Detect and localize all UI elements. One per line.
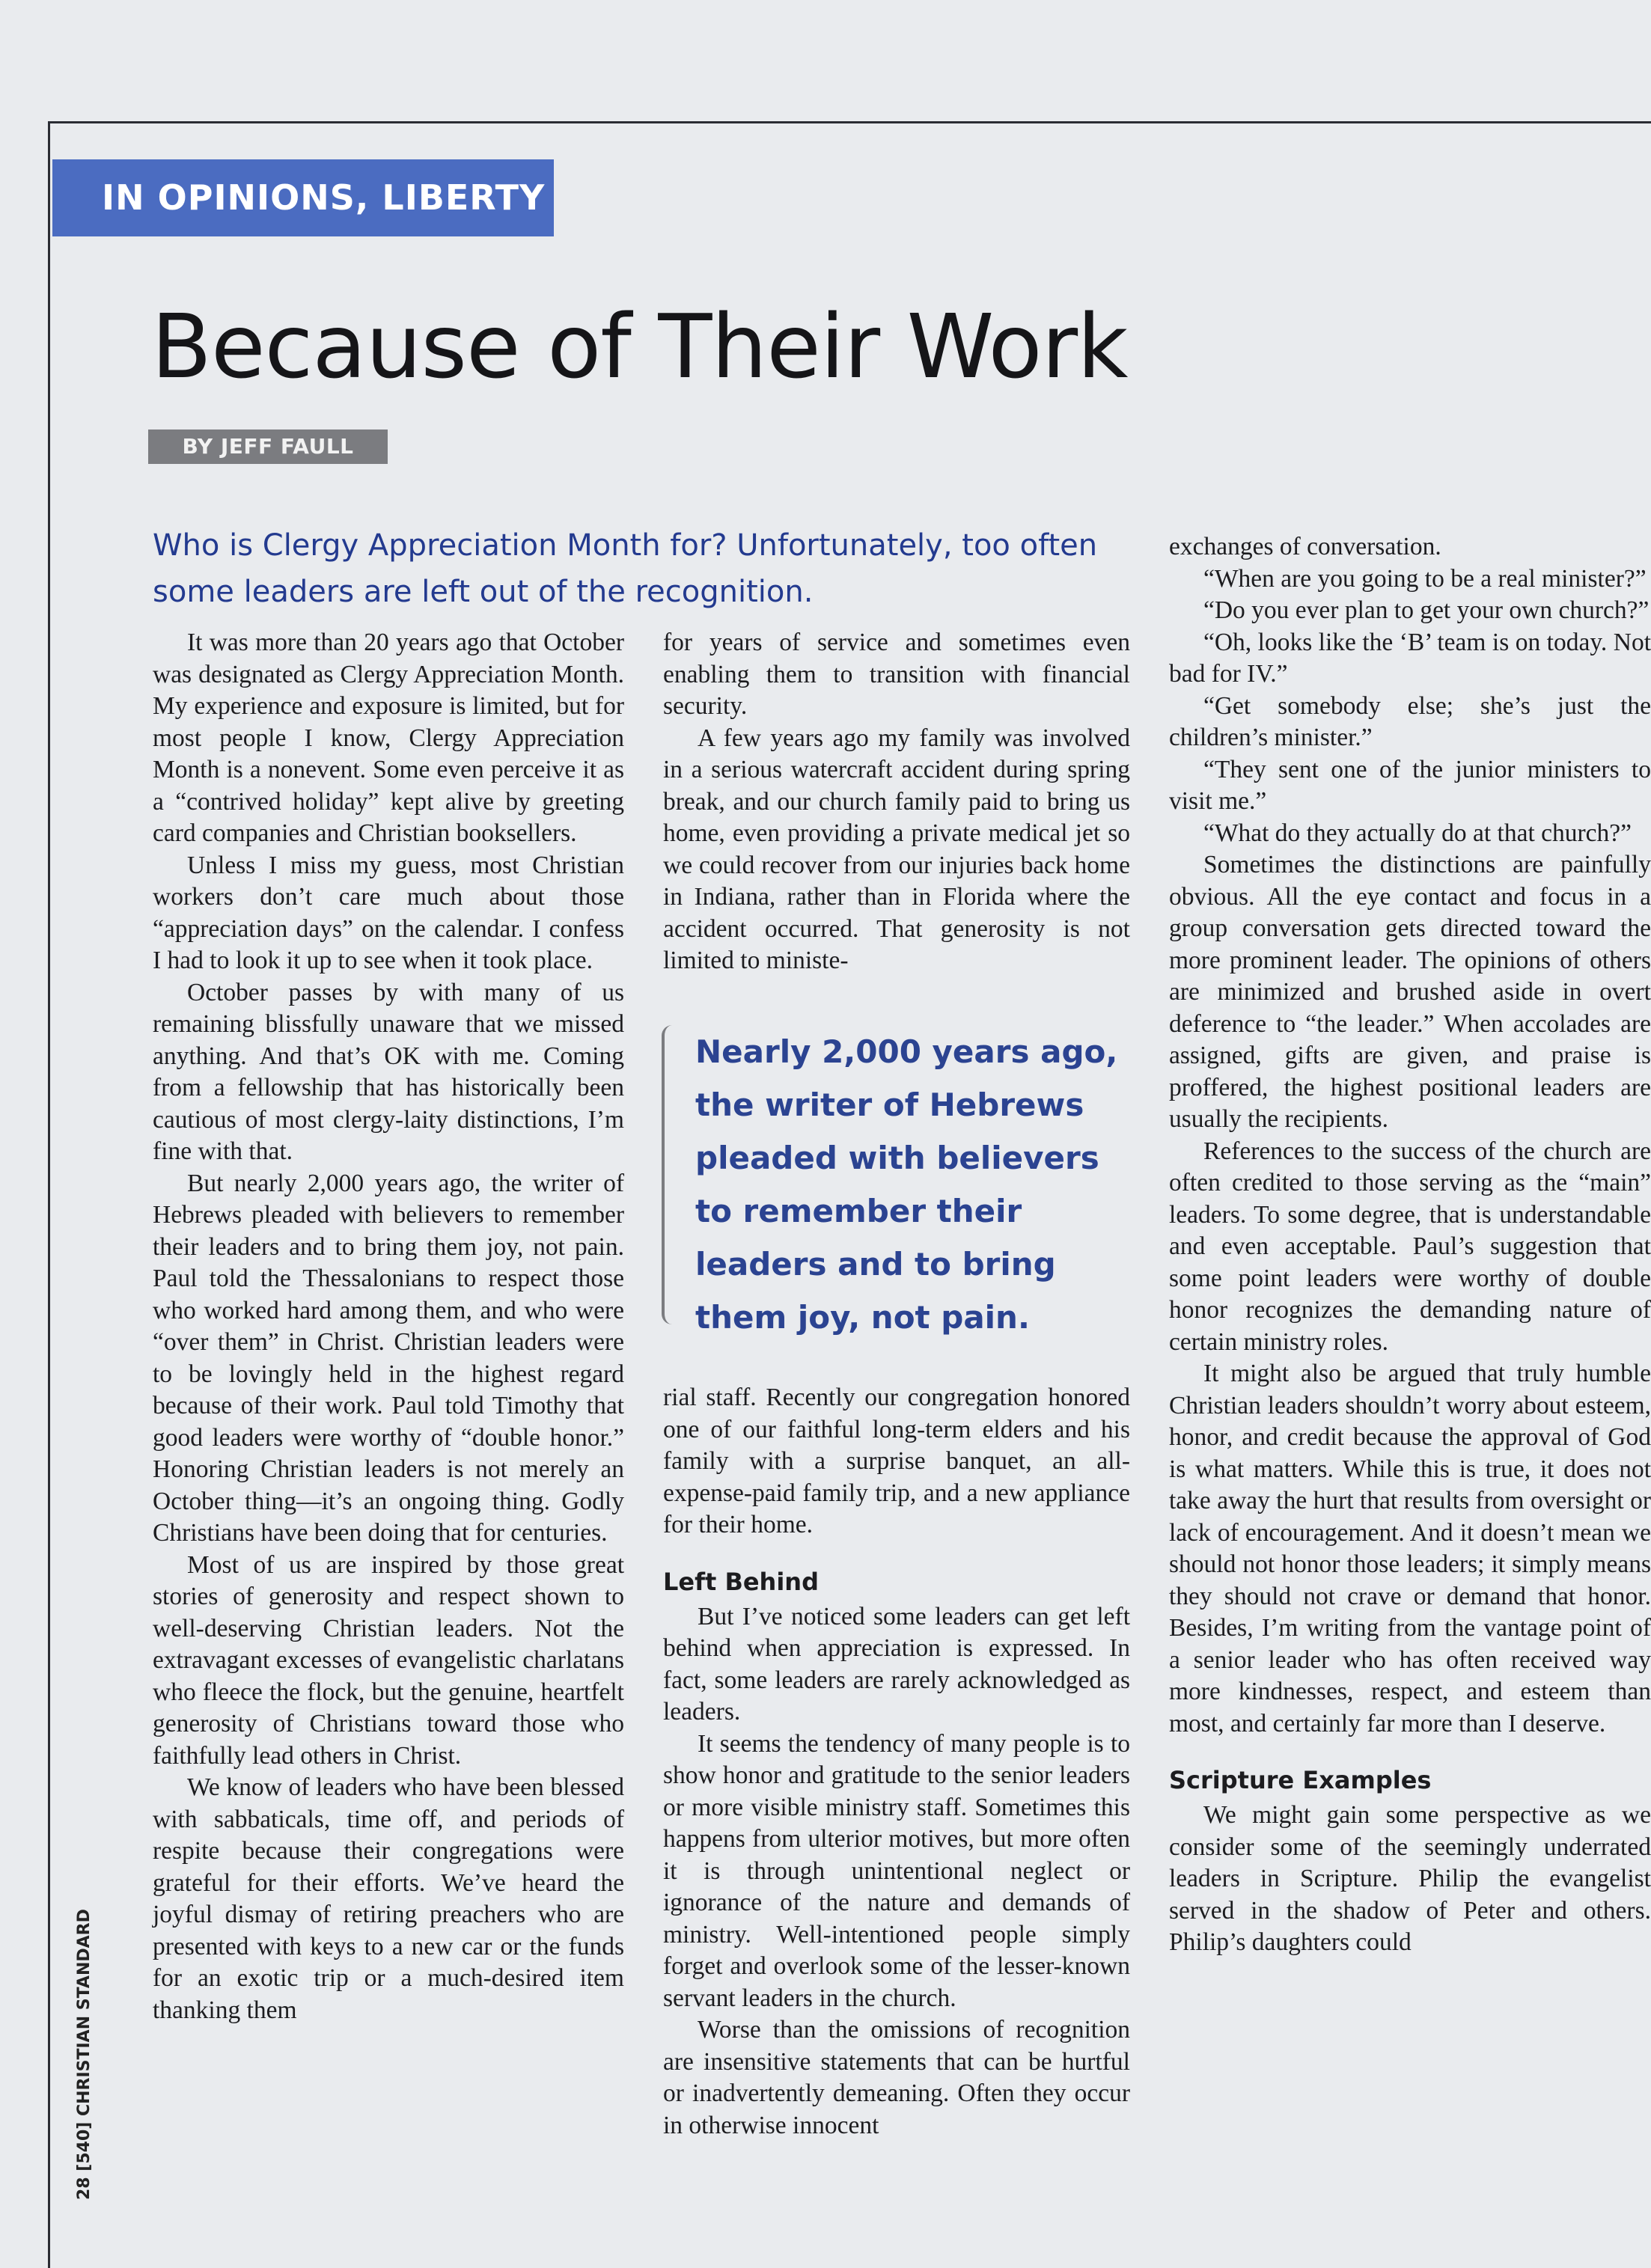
byline: BY JEFF FAULL xyxy=(148,430,388,464)
paragraph: It seems the tendency of many people is to show honor and gratitude to the senior leaders or more visible ministry staff. Sometimes this happens from ulterior motives, but more often it is through unintentional neglect or ignorance of the nature and demands of ministry. Well-intentioned people simply forget and overlook some of the lesser-known servant leaders in the church. xyxy=(663,1729,1130,2012)
quote-line: “When are you going to be a real minister?” xyxy=(1203,564,1647,593)
paragraph: We know of leaders who have been blessed with sabbaticals, time off, and periods of respite because their congregations were grateful for their efforts. We’ve heard the joyful dismay of retiring preachers who are presented with keys to a new car or the funds for an exotic trip or a much-desired item thanking them xyxy=(153,1773,624,2024)
page-frame-left-rule xyxy=(48,121,50,2268)
subheading-left-behind: Left Behind xyxy=(663,1567,819,1596)
paragraph: It might also be argued that truly humble Christian leaders shouldn’t worry about esteem, honor, and credit because the approval of God is what matters. While this is true, it does not take away the hurt that results from oversight or lack of encouragement. And it doesn’t mean we should not honor those leaders; it simply means they should not crave or demand that honor. Besides, I’m writing from the vantage point of a senior leader who has often received way more kindnesses, respect, and esteem than most, and certainly far more than I deserve. xyxy=(1169,1360,1651,1737)
article-title: Because of Their Work xyxy=(151,295,1128,398)
body-column-2-top xyxy=(663,627,1130,977)
pull-quote-bracket xyxy=(662,1025,674,1324)
paragraph: References to the success of the church are often credited to those serving as the “main” leaders. To some degree, that is understandable and even acceptable. Paul’s suggestion that some point leaders were worthy of double honor recognizes the demanding nature of certain ministry roles. xyxy=(1169,1137,1651,1356)
body-column-3 xyxy=(1169,531,1651,1959)
article-dek: Who is Clergy Appreciation Month for? Unfortunately, too often some leaders are left out of the recognition. xyxy=(153,528,1098,609)
paragraph: October passes by with many of us remaining blissfully unaware that we missed anything. And that’s OK with me. Coming from a fellowship that has historically been cautious of most clergy-laity distinctions, I’m fine with that. xyxy=(153,978,624,1165)
paragraph: But nearly 2,000 years ago, the writer of Hebrews pleaded with believers to remember their leaders and to bring them joy, not pain. Paul told the Thessalonians to respect those who worked hard among them, and who were “over them” in Christ. Christian leaders were to be lovingly held in the highest regard because of their work. Paul told Timothy that good leaders were worthy of “double honor.” Honoring Christian leaders is not merely an October thing—it’s an ongoing thing. Godly Christians have been doing that for centuries. xyxy=(153,1169,624,1547)
pull-quote-text: Nearly 2,000 years ago, the writer of Hebrews pleaded with believers to remember their leaders and to bring them joy, not pain. xyxy=(695,1033,1118,1336)
page-folio: 28 [540] CHRISTIAN STANDARD xyxy=(75,1909,94,2200)
quote-line: “What do they actually do at that church?” xyxy=(1203,819,1632,847)
body-column-2-bottom xyxy=(663,1382,1130,2142)
quote-line: “Get somebody else; she’s just the children’s minister.” xyxy=(1169,691,1651,751)
paragraph: for years of service and sometimes even enabling them to transition with financial security. xyxy=(663,629,1130,720)
pull-quote xyxy=(662,1025,1141,1336)
paragraph: Most of us are inspired by those great stories of generosity and respect shown to well-deserving Christian leaders. Not the extravagant excesses of evangelistic charlatans who fleece the flock, but the genuine, heartfelt generosity of Christians toward those who faithfully lead others in Christ. xyxy=(153,1550,624,1770)
section-tag: IN OPINIONS, LIBERTY xyxy=(52,159,554,236)
paragraph: We might gain some perspective as we consider some of the seemingly underrated leaders in Scripture. Philip the evangelist served in the shadow of Peter and others. Philip’s daughters could xyxy=(1169,1801,1651,1956)
paragraph: It was more than 20 years ago that October was designated as Clergy Appreciation Month. My experience and exposure is limited, but for most people I know, Clergy Appreciation Month is a nonevent. Some even perceive it as a “contrived holiday” kept alive by greeting card companies and Christian booksellers. xyxy=(153,629,624,847)
paragraph: A few years ago my family was involved in a serious watercraft accident during spring break, and our church family paid to bring us home, even providing a private medical jet so we could recover from our injuries back home in Indiana, rather than in Florida where the accident occurred. That generosity is not limited to ministe- xyxy=(663,724,1130,974)
paragraph: rial staff. Recently our congregation honored one of our faithful long-term elders and his family with a surprise banquet, an all-expense-paid family trip, and a new appliance for their home. xyxy=(663,1384,1130,1538)
paragraph: Worse than the omissions of recognition are insensitive statements that can be hurtful or inadvertently demeaning. Often they occur in otherwise innocent xyxy=(663,2016,1130,2139)
quote-line: “Oh, looks like the ‘B’ team is on today. Not bad for IV.” xyxy=(1169,628,1651,688)
paragraph: Unless I miss my guess, most Christian workers don’t care much about those “appreciation days” on the calendar. I confess I had to look it up to see when it took place. xyxy=(153,851,624,974)
paragraph: exchanges of conversation. xyxy=(1169,533,1441,560)
quote-line: “They sent one of the junior ministers to visit me.” xyxy=(1169,755,1651,815)
quote-line: “Do you ever plan to get your own church?” xyxy=(1203,596,1650,624)
subheading-scripture-examples: Scripture Examples xyxy=(1169,1766,1432,1794)
paragraph: But I’ve noticed some leaders can get left behind when appreciation is expressed. In fact, some leaders are rarely acknowledged as leaders. xyxy=(663,1602,1130,1726)
page-frame-top-rule xyxy=(48,121,1651,123)
body-column-1 xyxy=(153,627,624,2026)
paragraph: Sometimes the distinctions are painfully obvious. All the eye contact and focus in a group conversation gets directed toward the more prominent leader. The opinions of others are minimized and brushed aside in overt deference to “the leader.” When accolades are assigned, gifts are given, and praise is proffered, the highest positional leaders are usually the recipients. xyxy=(1169,851,1651,1133)
